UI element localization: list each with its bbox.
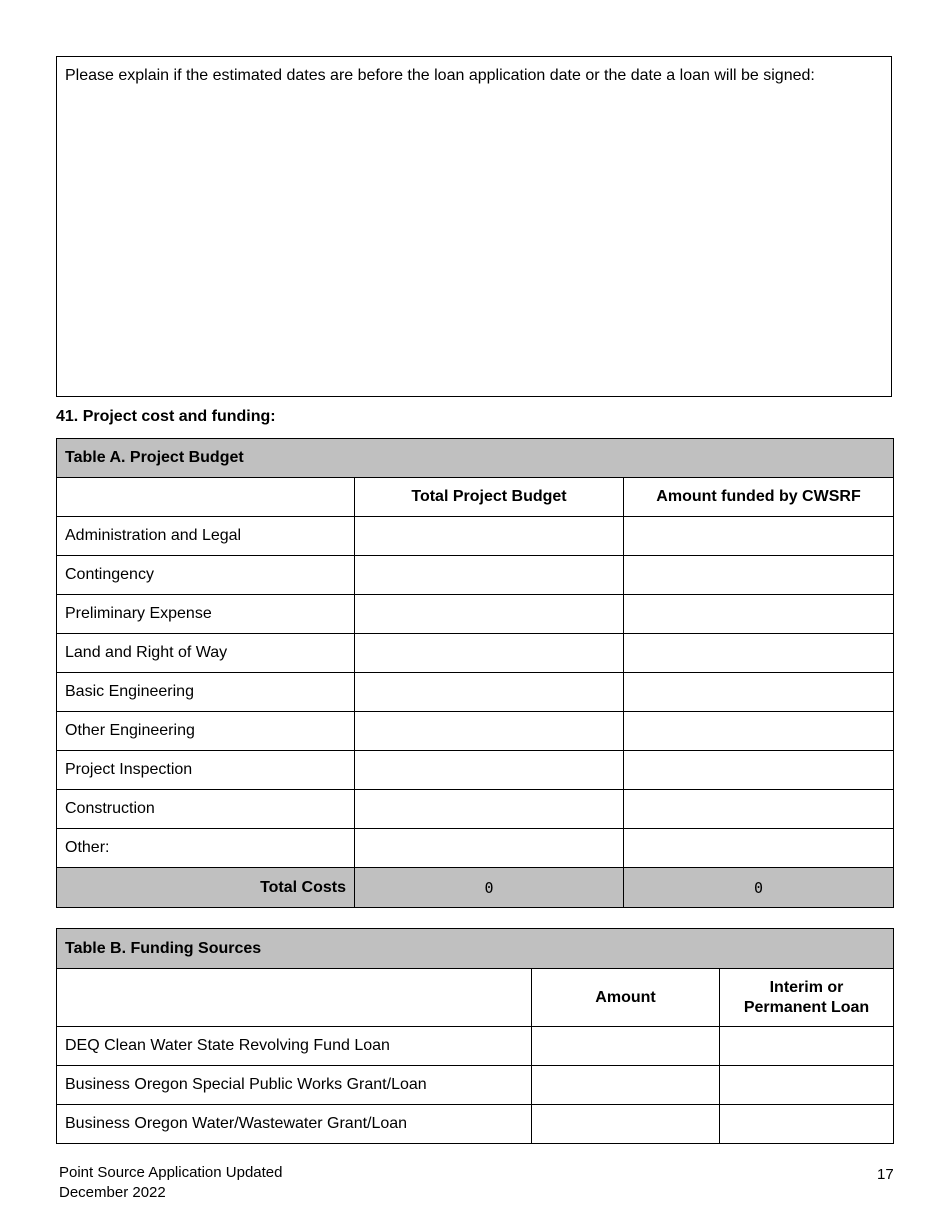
- table-row: [57, 673, 894, 712]
- funding-sources-table: [56, 928, 894, 1144]
- funding-loan-type-cell[interactable]: [720, 1105, 894, 1144]
- table-row: [57, 556, 894, 595]
- budget-cwsrf-cell[interactable]: [624, 634, 894, 673]
- budget-cwsrf-cell[interactable]: [624, 829, 894, 868]
- table-row: [57, 790, 894, 829]
- budget-total-cell[interactable]: [355, 790, 624, 829]
- budget-row-label: Administration and Legal: [57, 517, 355, 556]
- funding-source-label: DEQ Clean Water State Revolving Fund Loan: [57, 1027, 532, 1066]
- budget-total-cell[interactable]: [355, 751, 624, 790]
- table-a-header-budget: Total Project Budget: [355, 478, 624, 517]
- budget-total-cell[interactable]: [355, 829, 624, 868]
- total-cwsrf-value: 0: [624, 868, 894, 908]
- table-a-header-cwsrf: Amount funded by CWSRF: [624, 478, 894, 517]
- budget-row-label: Other:: [57, 829, 355, 868]
- table-row: [57, 517, 894, 556]
- funding-amount-cell[interactable]: [532, 1105, 720, 1144]
- table-row: [57, 1066, 894, 1105]
- funding-loan-type-cell[interactable]: [720, 1066, 894, 1105]
- footer-line-2: December 2022: [59, 1184, 166, 1201]
- budget-row-label: Other Engineering: [57, 712, 355, 751]
- budget-cwsrf-cell[interactable]: [624, 595, 894, 634]
- budget-cwsrf-cell[interactable]: [624, 556, 894, 595]
- explanation-textbox[interactable]: [56, 56, 892, 397]
- budget-row-label: Land and Right of Way: [57, 634, 355, 673]
- table-b-header-loan-type: Interim or Permanent Loan: [720, 969, 894, 1027]
- total-costs-label: Total Costs: [57, 868, 355, 908]
- table-row: [57, 829, 894, 868]
- funding-amount-cell[interactable]: [532, 1066, 720, 1105]
- table-row: [57, 595, 894, 634]
- funding-source-label: Business Oregon Water/Wastewater Grant/Loan: [57, 1105, 532, 1144]
- page-number: 17: [877, 1166, 894, 1183]
- budget-cwsrf-cell[interactable]: [624, 673, 894, 712]
- budget-cwsrf-cell[interactable]: [624, 790, 894, 829]
- budget-total-cell[interactable]: [355, 595, 624, 634]
- section-heading: 41. Project cost and funding:: [56, 408, 276, 425]
- table-a-header-blank: [57, 478, 355, 517]
- funding-loan-type-cell[interactable]: [720, 1027, 894, 1066]
- table-a-title: Table A. Project Budget: [57, 439, 894, 478]
- budget-total-cell[interactable]: [355, 634, 624, 673]
- budget-cwsrf-cell[interactable]: [624, 712, 894, 751]
- budget-cwsrf-cell[interactable]: [624, 517, 894, 556]
- table-row: [57, 1105, 894, 1144]
- table-row: [57, 712, 894, 751]
- total-costs-row: [57, 868, 894, 908]
- total-budget-value: 0: [355, 868, 624, 908]
- budget-row-label: Project Inspection: [57, 751, 355, 790]
- budget-row-label: Preliminary Expense: [57, 595, 355, 634]
- table-row: [57, 1027, 894, 1066]
- budget-row-label: Basic Engineering: [57, 673, 355, 712]
- table-b-title: Table B. Funding Sources: [57, 929, 894, 969]
- funding-amount-cell[interactable]: [532, 1027, 720, 1066]
- table-row: [57, 634, 894, 673]
- table-b-header-amount: Amount: [532, 969, 720, 1027]
- budget-total-cell[interactable]: [355, 673, 624, 712]
- budget-row-label: Contingency: [57, 556, 355, 595]
- budget-cwsrf-cell[interactable]: [624, 751, 894, 790]
- budget-total-cell[interactable]: [355, 517, 624, 556]
- footer-line-1: Point Source Application Updated: [59, 1164, 283, 1181]
- funding-source-label: Business Oregon Special Public Works Grant/Loan: [57, 1066, 532, 1105]
- budget-total-cell[interactable]: [355, 556, 624, 595]
- table-row: [57, 751, 894, 790]
- explanation-prompt: Please explain if the estimated dates are before the loan application date or the date a loan will be signed:: [65, 67, 815, 84]
- budget-total-cell[interactable]: [355, 712, 624, 751]
- footer-info: [59, 1163, 282, 1203]
- project-budget-table: [56, 438, 894, 908]
- table-b-header-blank: [57, 969, 532, 1027]
- budget-row-label: Construction: [57, 790, 355, 829]
